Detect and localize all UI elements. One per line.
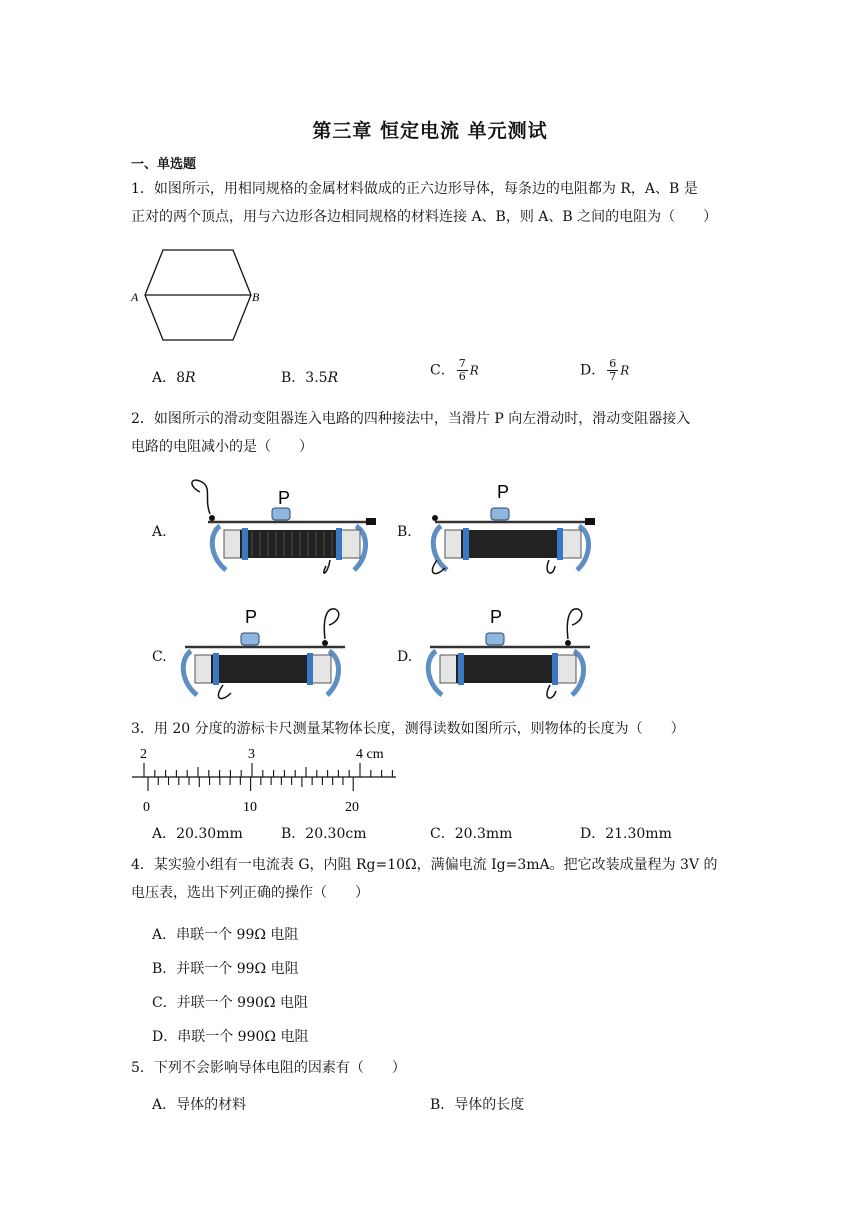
q1-option-b[interactable]: B．3.5R <box>281 370 339 386</box>
q3-option-c[interactable]: C．20.3mm <box>430 826 513 842</box>
q1-line1: 1．如图所示，用相同规格的金属材料做成的正六边形导体，每条边的电阻都为 R，A、B 是 <box>131 181 698 197</box>
main-label-2: 2 <box>140 747 147 762</box>
q2-option-d[interactable]: D. <box>397 649 413 665</box>
section-heading: 一、单选题 <box>131 157 197 172</box>
vernier-label-20: 20 <box>345 800 359 814</box>
hex-label-b: B <box>252 290 260 304</box>
slider-label: P <box>497 482 510 502</box>
rheostat-figure-d <box>420 603 620 703</box>
fraction: $\frac{6}{7}$ <box>609 357 617 383</box>
rheostat-figure-c <box>175 603 375 703</box>
q4-option-d[interactable]: D．串联一个 990Ω 电阻 <box>152 1029 309 1045</box>
q2-option-a[interactable]: A. <box>152 524 167 540</box>
page-title: 第三章 恒定电流 单元测试 <box>312 120 548 142</box>
fraction: $\frac{7}{6}$ <box>458 357 466 383</box>
q3-option-a[interactable]: A．20.30mm <box>152 826 243 842</box>
q2-option-b[interactable]: B. <box>397 524 412 540</box>
q1-option-a[interactable]: A．8R <box>152 370 196 386</box>
q5-option-a[interactable]: A．导体的材料 <box>152 1097 247 1113</box>
q1-option-d[interactable]: D． $\frac{6}{7}$ R <box>580 357 630 383</box>
main-scale-ticks <box>144 763 400 777</box>
q3-option-b[interactable]: B．20.30cm <box>281 826 367 842</box>
slider-label: P <box>278 488 291 508</box>
q1-option-c[interactable]: C． $\frac{7}{6}$ R <box>430 357 479 383</box>
q2-line2: 电路的电阻减小的是（ ） <box>131 439 313 455</box>
vernier-scale-ticks <box>148 777 353 791</box>
hexagon-figure <box>128 245 268 345</box>
q4-option-a[interactable]: A．串联一个 99Ω 电阻 <box>152 927 299 943</box>
vernier-label-10: 10 <box>243 800 257 814</box>
q5-text: 5．下列不会影响导体电阻的因素有（ ） <box>131 1060 406 1076</box>
q2-option-c[interactable]: C. <box>152 649 167 665</box>
q3-text: 3．用 20 分度的游标卡尺测量某物体长度，测得读数如图所示，则物体的长度为（ ） <box>131 721 685 737</box>
vernier-caliper-figure <box>128 742 400 814</box>
q4-option-c[interactable]: C．并联一个 990Ω 电阻 <box>152 995 308 1011</box>
q2-text <box>131 405 731 461</box>
q4-option-b[interactable]: B．并联一个 99Ω 电阻 <box>152 961 299 977</box>
q2-line1: 2．如图所示的滑动变阻器连入电路的四种接法中，当滑片 P 向左滑动时，滑动变阻器接入 <box>131 411 691 427</box>
q4-line2: 电压表，选出下列正确的操作（ ） <box>131 885 369 901</box>
q4-line1: 4．某实验小组有一电流表 G，内阻 Rg=10Ω，满偏电流 Ig=3mA。把它改装成量程为 3V 的 <box>131 857 718 873</box>
main-label-4cm: 4 cm <box>356 747 384 762</box>
q1-text <box>131 175 731 231</box>
q5-option-b[interactable]: B．导体的长度 <box>430 1097 525 1113</box>
slider-label: P <box>245 607 258 627</box>
rheostat-figure-b <box>425 478 625 578</box>
hex-label-a: A <box>131 290 139 304</box>
slider-label: P <box>490 607 503 627</box>
main-label-3: 3 <box>248 747 255 762</box>
q1-line2: 正对的两个顶点，用与六边形各边相同规格的材料连接 A、B，则 A、B 之间的电阻为（ ） <box>131 209 718 225</box>
q4-text <box>131 851 731 907</box>
vernier-label-0: 0 <box>143 800 150 814</box>
rheostat-figure-a <box>180 478 380 578</box>
q3-option-d[interactable]: D．21.30mm <box>580 826 672 842</box>
